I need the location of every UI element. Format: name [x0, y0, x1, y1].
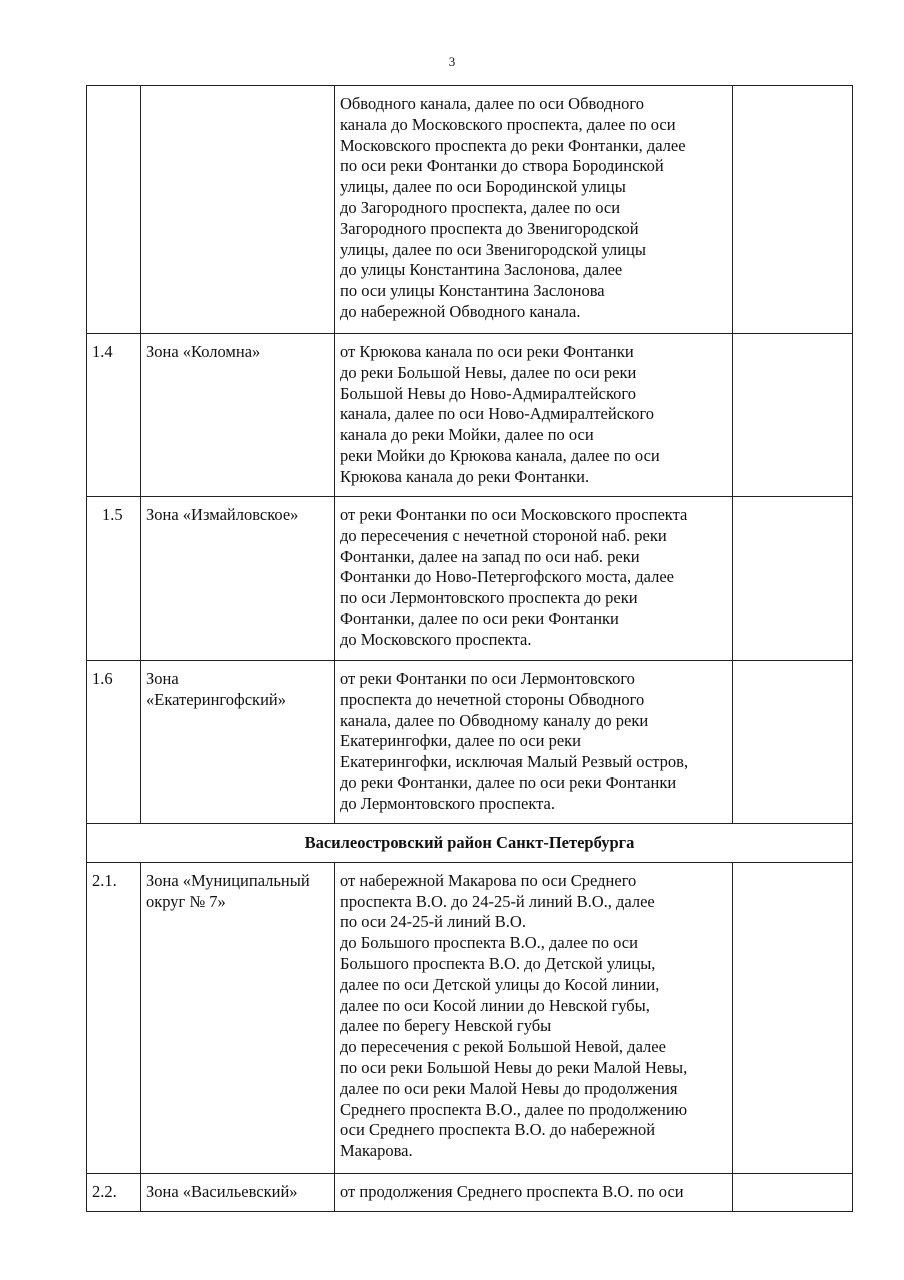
empty-cell: [733, 497, 853, 661]
zone-name-cell: [141, 1173, 335, 1211]
zone-number-cell: [87, 1173, 141, 1211]
zone-name-cell: [141, 862, 335, 1173]
zone-name-cell: [141, 661, 335, 824]
zone-number-cell: [87, 862, 141, 1173]
district-heading: Василеостровский район Санкт-Петербурга: [87, 824, 853, 863]
zone-name: Зона «Васильевский»: [146, 1181, 298, 1201]
zone-number-cell: [87, 497, 141, 661]
table-row: [87, 86, 853, 334]
empty-cell: [733, 1173, 853, 1211]
zone-number-cell: [87, 661, 141, 824]
zone-number-cell: [87, 334, 141, 497]
table-row: [87, 334, 853, 497]
zone-boundaries-cell: [335, 86, 733, 334]
zone-boundaries: от продолжения Среднего проспекта В.О. по оси: [340, 1181, 684, 1201]
zone-boundaries: от набережной Макарова по оси Среднего проспекта В.О. до 24-25-й линий В.О., далее по оси 24-25-й линий В.О. до Большого проспекта В.О., далее по оси Большого проспекта В.О. до Детской улицы, далее по оси Детской улицы до Косой линии, далее по оси Косой линии до Невской губы, далее по берегу Невской губы до пересечения с рекой Большой Невой, далее по оси реки Большой Невы до реки Малой Невы, далее по оси реки Малой Невы до продолжения Среднего проспекта В.О., далее по продолжению оси Среднего проспекта В.О. до набережной Макарова.: [340, 870, 688, 1161]
zone-number: 1.5: [102, 505, 123, 524]
empty-cell: [733, 661, 853, 824]
zone-boundaries-cell: [335, 1173, 733, 1211]
empty-cell: [733, 334, 853, 497]
table-row: [87, 862, 853, 1173]
zone-boundaries-cell: [335, 334, 733, 497]
zone-name-cell: [141, 497, 335, 661]
zone-number: 2.1.: [92, 870, 117, 890]
empty-cell: [733, 86, 853, 334]
empty-cell: [733, 862, 853, 1173]
zone-boundaries: Обводного канала, далее по оси Обводного канала до Московского проспекта, далее по оси Московского проспекта до реки Фонтанки, далее по оси реки Фонтанки до створа Бородинской улицы, далее по оси Бородинской улицы до Загородного проспекта, далее по оси Загородного проспекта до Звенигородской улицы, далее по оси Звенигородской улицы до улицы Константина Заслонова, далее по оси улицы Константина Заслонова до набережной Обводного канала.: [340, 94, 686, 321]
zone-boundaries: от Крюкова канала по оси реки Фонтанки до реки Большой Невы, далее по оси реки Большой Невы до Ново-Адмиралтейского канала, далее по оси Ново-Адмиралтейского канала до реки Мойки, далее по оси реки Мойки до Крюкова канала, далее по оси Крюкова канала до реки Фонтанки.: [340, 342, 660, 486]
page-number: 3: [448, 54, 456, 69]
district-heading-row: [87, 824, 853, 863]
zone-name: Зона «Коломна»: [146, 342, 261, 361]
zone-number-cell: [87, 86, 141, 334]
zone-number: 2.2.: [92, 1181, 117, 1201]
zone-boundaries-cell: [335, 862, 733, 1173]
zone-name-cell: [141, 334, 335, 497]
zone-number: 1.4: [92, 342, 113, 361]
table-row: [87, 1173, 853, 1211]
zones-table: [86, 85, 853, 1212]
zone-name-cell: [141, 86, 335, 334]
zone-boundaries: от реки Фонтанки по оси Лермонтовского проспекта до нечетной стороны Обводного канала, далее по Обводному каналу до реки Екатерингофки, далее по оси реки Екатерингофки, исключая Малый Резвый остров, до реки Фонтанки, далее по оси реки Фонтанки до Лермонтовского проспекта.: [340, 669, 689, 813]
zone-name: Зона «Измайловское»: [146, 505, 299, 524]
zone-boundaries-cell: [335, 661, 733, 824]
table-row: [87, 661, 853, 824]
zone-boundaries-cell: [335, 497, 733, 661]
zone-name: Зона «Муниципальный округ № 7»: [146, 870, 310, 911]
zone-boundaries: от реки Фонтанки по оси Московского проспекта до пересечения с нечетной стороной наб. реки Фонтанки, далее на запад по оси наб. реки Фонтанки до Ново-Петергофского моста, далее по оси Лермонтовского проспекта до реки Фонтанки, далее по оси реки Фонтанки до Московского проспекта.: [340, 505, 688, 649]
zone-name: Зона «Екатерингофский»: [146, 669, 286, 709]
table-row: [87, 497, 853, 661]
zone-number: 1.6: [92, 669, 113, 688]
